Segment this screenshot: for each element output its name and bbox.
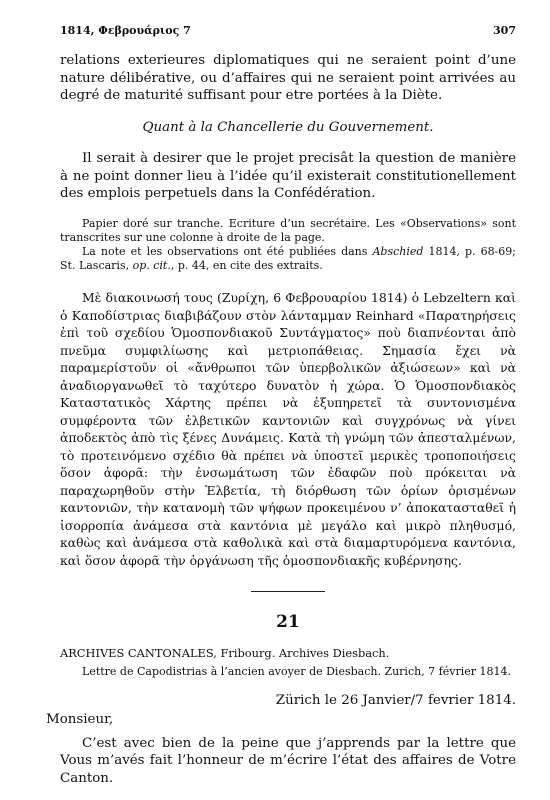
letter-body: C’est avec bien de la peine que j’apprends par la lettre que Vous m’avés fait l’honneur de m’écrire l’état des affaires de Votre Canton.	[60, 735, 516, 786]
note-ital-opcit: op. cit.	[132, 259, 171, 273]
running-header	[60, 24, 516, 38]
letter-dateline: Zürich le 26 Janvier/7 fevrier 1814.	[275, 692, 516, 708]
section-title: Quant à la Chancellerie du Gouvernement.	[142, 119, 434, 135]
paragraph-chancellerie: Il serait à desirer que le projet precisât la question de manière à ne point donner lieu à l’idée qu’il existerait constitutionellement des emplois perpetuels dans la Confédération.	[60, 151, 516, 201]
letter-salutation: Monsieur,	[46, 712, 114, 728]
editorial-notes	[60, 217, 516, 274]
document-page	[46, 24, 516, 787]
note-publication: La note et les observations ont été publiées dans Abschied 1814, p. 68-69; St. Lascaris, op. cit., p. 44, en cite des extraits.	[60, 244, 516, 273]
archive-source	[60, 646, 516, 661]
document-number: 21	[276, 612, 300, 633]
greek-summary: Μὲ διακοινωσή τους (Ζυρίχη, 6 Φεβρουαρίου 1814) ὁ Lebzeltern καὶ ὁ Καποδίστριας διαβιβάζουν στὸν λάνταμμαν Reinhard «Παρατηρήσεις ἐπὶ τοῦ σχεδίου Ὁμοσπονδιακοῦ Συντάγματος» ποὺ διαπνέονται ἀπὸ πνεῦμα συμφιλίωσης καὶ μετριοπάθειας. Σημασία ἔχει νὰ παραμερίστοῦν οἱ «ἄνθρωποι τῶν ὑπερβολικῶν ἀξιώσεων» καὶ νὰ ἀναδιοργανωθεῖ τὸ ταχύτερο δυνατὸν ἡ χώρα. Ὁ Ὁμοσπονδιακὸς Καταστατικὸς Χάρτης πρέπει νὰ ἐξυπηρετεῖ τὰ συντονισμένα συμφέροντα τῶν ἐλβετικῶν καντονιῶν καὶ συγχρόνως νὰ γίνει ἀποδεκτὸς ἀπὸ τὶς ξένες Δυνάμεις. Κατὰ τὴ γνώμη τῶν ἀπεσταλμένων, τὸ προτεινόμενο σχέδιο θὰ πρέπει νὰ ὑποστεῖ μερικὲς τροποποιήσεις ὅσον ἀφορᾶ: τὴν ἐνσωμάτωση τῶν ἐδαφῶν ποὺ πρόκειται νὰ παραχωρηθοῦν στὴν Ἑλβετία, τὴ διόρθωση τῶν ὁρίων ὁρισμένων καντονιῶν, τὴν κατανομὴ τῶν ψήφων προκειμένου ν’ ἀποκατασταθεῖ ἡ ἰσορροπία ἀνάμεσα στὰ καντόνια μὲ μεγάλο καὶ μικρὸ πληθυσμό, καθὼς καὶ ἀνάμεσα στὰ καθολικὰ καὶ στὰ διαμαρτυρόμενα καντόνια, καὶ ὅσον ἀφορᾶ τὴν ὀργάνωση τῆς ὁμοσπονδιακῆς κυβέρνησης.	[60, 290, 516, 568]
note-ital-abschied: Abschied	[372, 244, 424, 258]
page-number: 307	[493, 24, 516, 37]
archive-detail: Fribourg. Archives Diesbach.	[216, 646, 390, 661]
letter-description: Lettre de Capodistrias à l’ancien avoyer de Diesbach. Zurich, 7 février 1814.	[82, 665, 512, 679]
archive-name: ARCHIVES CANTONALES,	[60, 646, 217, 661]
header-date: 1814, Φεβρουάριος 7	[60, 24, 191, 37]
paragraph-continuation: relations exterieures diplomatiques qui ne seraient point d’une nature délibérative, ou d’affaires qui ne seraient point arrivées au degré de maturité suffisant pour etre portées à la Diète.	[60, 53, 516, 103]
note-paper: Papier doré sur tranche. Ecriture d’un secrétaire. Les «Observations» sont transcrites sur une colonne à droite de la page.	[60, 216, 516, 244]
section-divider	[251, 591, 325, 592]
